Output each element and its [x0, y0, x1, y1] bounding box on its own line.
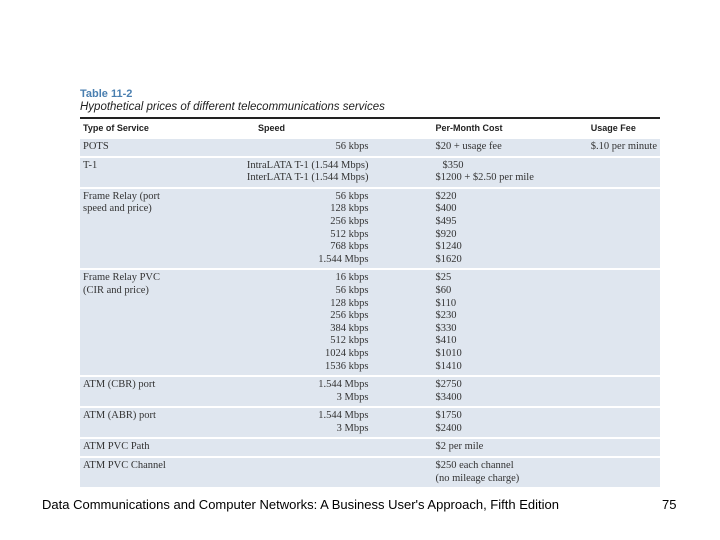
table-title: Hypothetical prices of different telecommunications services — [80, 101, 385, 113]
cell-cost — [432, 407, 587, 438]
table-row — [80, 138, 660, 157]
cell-speed — [208, 157, 432, 188]
type-line: T-1 — [83, 159, 98, 171]
page-number: 75 — [662, 497, 677, 512]
speed-line: 128 kbps — [330, 297, 369, 309]
type-line: ATM PVC Channel — [83, 460, 166, 472]
speed-line: 128 kbps — [330, 203, 369, 215]
cost-line: $110 — [435, 297, 457, 309]
speed-line: 16 kbps — [335, 272, 369, 284]
cost-line: $1240 — [435, 241, 462, 253]
table-row — [80, 438, 660, 457]
column-header: Speed — [258, 123, 286, 133]
cell-type — [80, 188, 208, 270]
cost-line: $2750 — [435, 379, 462, 391]
type-line: POTS — [83, 141, 109, 152]
cell-usage — [588, 269, 660, 376]
cell-type — [80, 407, 208, 438]
table-row — [80, 407, 660, 438]
cell-usage — [588, 376, 660, 407]
speed-line: 384 kbps — [330, 322, 369, 334]
cell-cost — [432, 138, 587, 157]
cell-cost — [432, 376, 587, 407]
column-header: Type of Service — [83, 123, 149, 133]
cost-line: (no mileage charge) — [435, 472, 520, 484]
speed-line: 1536 kbps — [325, 360, 369, 372]
cell-usage — [588, 407, 660, 438]
cell-cost — [432, 188, 587, 270]
cell-speed — [208, 407, 432, 438]
cost-line: $350 — [442, 159, 464, 171]
cell-type — [80, 457, 208, 487]
speed-line: 1.544 Mbps — [318, 379, 369, 391]
cost-line: $330 — [435, 322, 457, 334]
speed-line: 3 Mbps — [336, 422, 369, 434]
speed-line: 56 kbps — [335, 190, 369, 202]
type-line: ATM PVC Path — [83, 441, 150, 453]
footer-text: Data Communications and Computer Networks: A Business User's Approach, Fifth Edition — [42, 497, 559, 512]
cost-line: $1620 — [435, 253, 462, 265]
cell-usage — [588, 438, 660, 457]
speed-line: InterLATA T-1 (1.544 Mbps) — [246, 172, 369, 184]
cell-type — [80, 376, 208, 407]
cell-type — [80, 269, 208, 376]
table-header-row — [80, 120, 660, 138]
cost-line: $60 — [435, 284, 452, 296]
cost-line: $2400 — [435, 422, 462, 434]
cell-type — [80, 138, 208, 157]
pricing-table — [80, 120, 660, 487]
cell-speed — [208, 457, 432, 487]
table-top-rule — [80, 117, 660, 119]
type-line: Frame Relay PVC — [83, 272, 160, 284]
speed-line: 56 kbps — [335, 284, 369, 296]
usage-line: $.10 per minute — [590, 141, 657, 152]
table-row — [80, 376, 660, 407]
table-row — [80, 157, 660, 188]
cost-line: $20 + usage fee — [435, 141, 502, 152]
cell-cost — [432, 269, 587, 376]
type-line: ATM (ABR) port — [83, 410, 156, 422]
cell-cost — [432, 457, 587, 487]
table-row — [80, 269, 660, 376]
cell-type — [80, 157, 208, 188]
cell-cost — [432, 438, 587, 457]
cost-line: $230 — [435, 310, 457, 322]
table-row — [80, 457, 660, 487]
type-line: (CIR and price) — [83, 284, 149, 296]
speed-line: 1.544 Mbps — [318, 410, 369, 422]
speed-line: 56 kbps — [335, 141, 369, 152]
cost-line: $25 — [435, 272, 452, 284]
cell-type — [80, 438, 208, 457]
cell-speed — [208, 438, 432, 457]
cost-line: $220 — [435, 190, 457, 202]
table-row — [80, 188, 660, 270]
cost-line: $1200 + $2.50 per mile — [435, 172, 534, 184]
cost-line: $1750 — [435, 410, 462, 422]
cost-line: $2 per mile — [435, 441, 484, 453]
cell-usage — [588, 188, 660, 270]
cost-line: $3400 — [435, 391, 462, 403]
cell-usage — [588, 457, 660, 487]
speed-line: 256 kbps — [330, 215, 369, 227]
speed-line: 256 kbps — [330, 310, 369, 322]
column-header: Usage Fee — [590, 123, 636, 133]
table-label: Table 11-2 — [80, 88, 133, 100]
cell-speed — [208, 138, 432, 157]
cell-speed — [208, 269, 432, 376]
cell-usage — [588, 157, 660, 188]
cost-line: $250 each channel — [435, 460, 514, 472]
cost-line: $410 — [435, 335, 457, 347]
cell-speed — [208, 376, 432, 407]
speed-line: 512 kbps — [330, 228, 369, 240]
cost-line: $400 — [435, 203, 457, 215]
cost-line: $920 — [435, 228, 457, 240]
column-header: Per-Month Cost — [435, 123, 503, 133]
speed-line: 512 kbps — [330, 335, 369, 347]
cell-cost — [432, 157, 587, 188]
speed-line: IntraLATA T-1 (1.544 Mbps) — [246, 159, 369, 171]
cell-usage — [588, 138, 660, 157]
type-line: speed and price) — [83, 203, 152, 215]
cost-line: $495 — [435, 215, 457, 227]
type-line: ATM (CBR) port — [83, 379, 156, 391]
speed-line: 1.544 Mbps — [318, 253, 369, 265]
type-line: Frame Relay (port — [83, 190, 160, 202]
cost-line: $1010 — [435, 347, 462, 359]
speed-line: 3 Mbps — [336, 391, 369, 403]
cell-speed — [208, 188, 432, 270]
speed-line: 1024 kbps — [325, 347, 369, 359]
cost-line: $1410 — [435, 360, 462, 372]
speed-line: 768 kbps — [330, 241, 369, 253]
